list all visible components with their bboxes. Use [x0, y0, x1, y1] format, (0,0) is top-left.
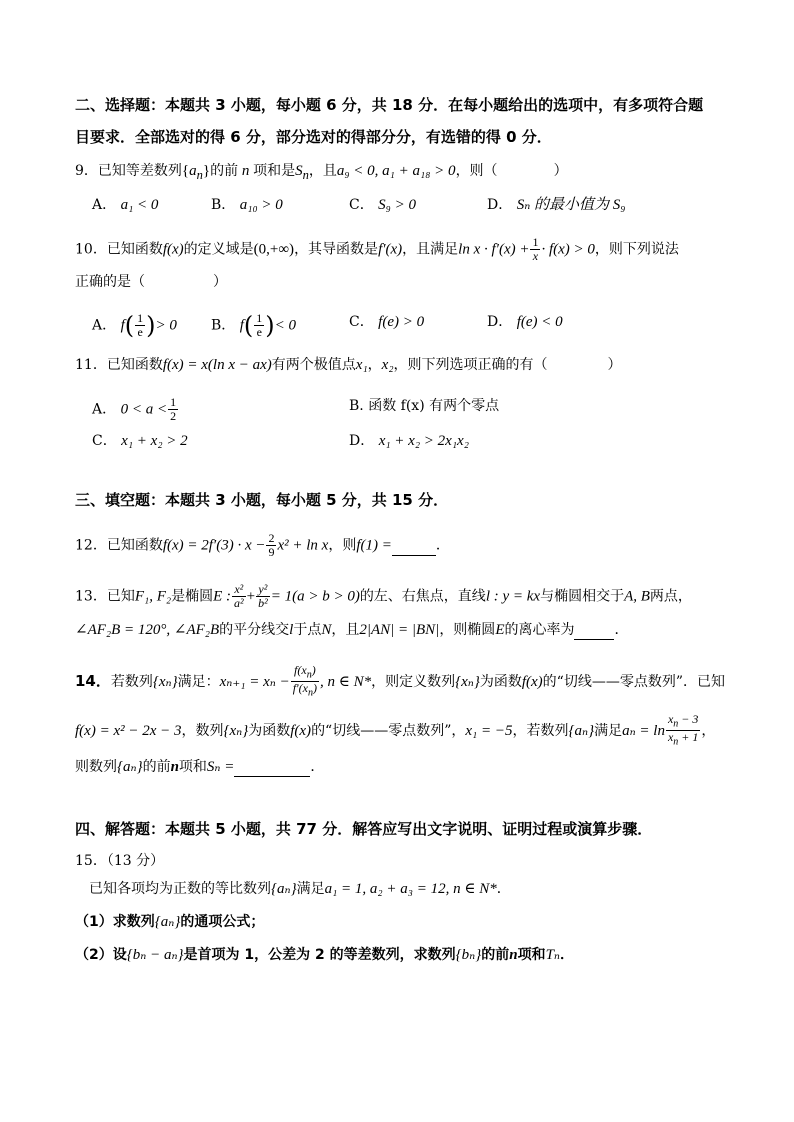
q11-option-a	[92, 396, 179, 423]
q10-line2: 正确的是（	[75, 274, 145, 290]
q10-fx: f(x)	[162, 241, 184, 258]
section2-title: 二、选择题：本题共 3 小题，每小题 6 分，共 18 分．在每小题给出的选项中，有多项符合题	[75, 96, 704, 114]
question-11	[75, 356, 622, 374]
q14-an-2: {aₙ}	[117, 759, 143, 775]
q9-seq: $\{a_n\}$	[181, 163, 211, 182]
q14-line2-c: 的“切线——零点数列”，	[311, 722, 466, 739]
option-label: A．	[92, 197, 117, 213]
q15-part2	[75, 946, 574, 964]
q10-domain: (0,+∞)	[253, 241, 295, 258]
option-fn: f	[239, 317, 244, 334]
option-frac: $\frac{1}{2}$	[170, 395, 177, 423]
option-label: D．	[349, 433, 375, 449]
option-label: A．	[92, 317, 117, 334]
q9-option-d	[487, 196, 625, 214]
option-text: x₁ + x₂ > 2x₁x₂	[378, 433, 469, 449]
q15-p2-b: 是首项为 1，公差为 2 的等差数列，求数列	[183, 947, 456, 963]
q13-prefix: 13．已知	[75, 588, 135, 605]
option-text: > 0	[155, 317, 177, 334]
option-paren: )	[265, 311, 275, 340]
q15-an-2: {aₙ}	[154, 914, 181, 930]
q14-seq-3: {xₙ}	[223, 722, 249, 739]
q10-mid2: ，其导函数是	[294, 241, 379, 258]
q9-sn: $S_n$	[295, 163, 309, 182]
q10-mid3: ，且满足	[402, 241, 459, 258]
q14-func: f(x) = x² − 2x − 3	[75, 722, 182, 739]
q13-mid4: 两点，	[649, 588, 692, 605]
q10-cond-left: ln x · f′(x) +	[458, 241, 530, 258]
option-label: C．	[92, 433, 117, 449]
q14-mid2: ，则定义数列	[371, 673, 456, 690]
q14-n: n	[170, 759, 179, 775]
q9-n: n	[238, 163, 254, 179]
option-text: x₁ + x₂ > 2	[121, 433, 188, 449]
q14-mid1: 满足：	[177, 673, 220, 690]
q10-option-c	[349, 313, 424, 331]
option-paren: (	[243, 311, 254, 340]
q15-p2-a: （2）设	[75, 947, 127, 963]
q15-p2-e: ．	[559, 947, 574, 963]
q12-answer-blank[interactable]	[392, 537, 436, 556]
q11-x2: x₂	[381, 357, 394, 373]
q14-seq-2: {xₙ}	[455, 673, 480, 690]
option-frac: $\frac{1}{e}$	[256, 311, 263, 339]
q15-stem-a: 已知各项均为正数的等比数列	[89, 881, 271, 897]
question-14	[75, 664, 725, 700]
option-text: Sₙ 的最小值为 S₉	[516, 197, 626, 213]
q9-mid4: ，则（	[455, 163, 498, 179]
q14-mid4: 的“切线——零点数列”．已知	[542, 673, 725, 690]
q11-close: ）	[607, 357, 622, 373]
q14-prefix: 14．	[75, 671, 111, 690]
option-label: D．	[487, 197, 513, 213]
q10-fpx: f′(x)	[378, 241, 403, 258]
q10-option-d	[487, 313, 563, 331]
q14-line2-e: 满足	[594, 722, 623, 739]
q14-rec-left: xₙ₊₁ = xₙ −	[219, 673, 290, 690]
q13-E: E	[495, 622, 505, 638]
option-frac: $\frac{1}{e}$	[137, 311, 144, 339]
option-text: 0 < a <	[120, 401, 168, 418]
q14-answer-blank[interactable]	[234, 758, 310, 777]
option-text: f(e) > 0	[378, 314, 425, 330]
option-text: a₁₀ > 0	[239, 197, 283, 213]
q15-tn: Tₙ	[545, 947, 560, 963]
option-text: S₉ > 0	[378, 197, 417, 213]
q14-line2-a: ，数列	[181, 722, 224, 739]
option-paren: )	[146, 311, 156, 340]
q13-pts: A, B	[624, 588, 650, 605]
option-label: B.	[349, 398, 364, 414]
q15-head: 15．（13 分）	[75, 853, 165, 869]
q10-mid4: ，则下列说法	[594, 241, 679, 258]
q13-ellipse-name: E :	[213, 588, 232, 605]
option-label: B．	[211, 317, 236, 334]
q14-line2-d: ，若数列	[512, 722, 569, 739]
q15-p2-d: 项和	[517, 947, 546, 963]
option-fn: f	[120, 317, 125, 334]
q9-mid3: ，且	[308, 163, 337, 179]
q11-option-d	[349, 432, 469, 450]
q14-an-frac: $\frac{x_n - 3}{x_n + 1}$	[667, 712, 699, 748]
option-text: < 0	[274, 317, 297, 334]
q12-func-right: x² + ln x	[277, 537, 329, 554]
q11-mid2: ，则下列选项正确的有（	[393, 357, 548, 373]
q14-seq: {xₙ}	[152, 673, 178, 690]
q15-an: {aₙ}	[271, 881, 297, 897]
q13-mid3: 与椭圆相交于	[540, 588, 625, 605]
q10-mid1: 的定义域是	[183, 241, 254, 258]
q10-option-a	[92, 312, 177, 339]
q12-func-left: f(x) = 2f′(3) · x −	[162, 537, 266, 554]
q15-stem	[89, 880, 511, 898]
q14-rec-frac: $\frac{f(x_n)}{f'(x_n)}$	[292, 663, 317, 699]
q10-close: ）	[213, 274, 227, 290]
q14-end: ．	[310, 759, 325, 775]
q9-prefix: 9．已知等差数列	[75, 163, 182, 179]
q10-cond-frac: $\frac{1}{x}$	[532, 235, 539, 263]
q11-func: f(x) = x(ln x − ax)	[162, 357, 272, 373]
question-9	[75, 162, 568, 184]
q13-line: l : y = kx	[485, 588, 541, 605]
q13-ellipse-rest: = 1(a > b > 0)	[270, 588, 360, 605]
question-12	[75, 532, 450, 559]
option-label: C．	[349, 314, 374, 330]
q11-sep: ，	[367, 357, 382, 373]
q15-stem-c: ．	[496, 881, 511, 897]
q13-mid1: 是椭圆	[171, 588, 214, 605]
question-10-line2	[75, 273, 227, 291]
q15-bn-an: {bₙ − aₙ}	[126, 947, 184, 963]
q9-option-c	[349, 196, 416, 214]
q14-rec-right: , n ∈ N*	[320, 673, 372, 690]
q9-mid2: 项和是	[253, 163, 296, 179]
q10-prefix: 10．已知函数	[75, 241, 163, 258]
q13-frac-y: $\frac{\text{y²}}{\text{b²}}$	[258, 582, 268, 610]
q9-cond: a₉ < 0, a₁ + a₁₈ > 0	[336, 163, 456, 179]
option-paren: (	[124, 311, 135, 340]
q11-x1: x₁	[355, 357, 368, 373]
q14-fx: f(x)	[521, 673, 543, 690]
section2-title-cont: 目要求．全部选对的得 6 分，部分选对的得部分分，有选错的得 0 分．	[75, 128, 552, 146]
question-13-line2	[75, 621, 628, 640]
q14-intro: 若数列	[110, 673, 153, 690]
q10-option-b	[211, 312, 296, 339]
q12-end: ．	[435, 537, 450, 554]
q14-sn: Sₙ =	[206, 759, 235, 775]
q14-line3-b: 的前	[142, 759, 171, 775]
q15-cond: a₁ = 1, a₂ + a₃ = 12, n ∈ N*	[324, 881, 497, 897]
q14-an-def: aₙ = ln	[622, 722, 665, 739]
q12-ask: f(1) =	[356, 537, 392, 554]
q14-mid3: 为函数	[479, 673, 522, 690]
q14-fx-2: f(x)	[290, 722, 312, 739]
q14-line2-b: 为函数	[248, 722, 291, 739]
q12-mid: ，则	[328, 537, 357, 554]
option-label: A．	[92, 401, 117, 418]
q13-mid2: 的左、右焦点，直线	[359, 588, 486, 605]
q14-line3-c: 项和	[178, 759, 207, 775]
section4-title: 四、解答题：本题共 5 小题，共 77 分．解答应写出文字说明、证明过程或演算步骤．	[75, 820, 653, 838]
option-text: a₁ < 0	[120, 197, 159, 213]
question-14-line3	[75, 758, 324, 777]
q9-mid1: 的前	[210, 163, 239, 179]
q9-close: ）	[553, 163, 568, 179]
option-label: B．	[211, 197, 236, 213]
q15-bn: {bₙ}	[455, 947, 482, 963]
q15-p2-c: 的前	[481, 947, 510, 963]
q14-line3-a: 则数列	[75, 759, 117, 775]
q9-option-a	[92, 196, 158, 214]
q13-line2-f: 的离心率为	[504, 622, 575, 638]
option-label: D．	[487, 314, 513, 330]
q15-p1-b: 的通项公式；	[180, 914, 265, 930]
q15-p1-a: （1）求数列	[75, 914, 155, 930]
q15-part1	[75, 913, 264, 931]
question-10	[75, 236, 679, 263]
q13-frac-x: $\frac{\text{x²}}{\text{a²}}$	[234, 582, 244, 610]
q13-answer-blank[interactable]	[574, 621, 614, 640]
q10-cond-right: · f(x) > 0	[541, 241, 595, 258]
q12-frac: $\frac{2}{9}$	[268, 531, 275, 559]
q11-option-c	[92, 432, 188, 450]
q11-option-b	[349, 397, 499, 415]
q13-N: N	[321, 622, 332, 638]
q13-foci: F₁, F₂	[134, 588, 172, 605]
q11-mid1: 有两个极值点	[271, 357, 356, 373]
q13-line2-b: 的平分线交	[219, 622, 290, 638]
q9-option-b	[211, 196, 283, 214]
q13-end: ．	[614, 622, 629, 638]
q14-x1: x₁ = −5	[465, 722, 513, 739]
q15-stem-b: 满足	[296, 881, 325, 897]
question-13: 13．已知F₁, F₂是椭圆E : $\frac{\text{x²}}{\text{a²}}$ + $\frac{\text{y²}}{\text{b²}}$ = 1(a > b > 0)的左、右焦点，直线l : y = kx与椭圆相交于A, B两点，	[75, 582, 692, 610]
section3-title: 三、填空题：本题共 3 小题，每小题 5 分，共 15 分．	[75, 491, 449, 509]
q13-l: l	[289, 622, 294, 638]
q13-line2-e: ，则椭圆	[439, 622, 496, 638]
option-label: C．	[349, 197, 374, 213]
q13-line2-c: 于点	[293, 622, 322, 638]
q14-an: {aₙ}	[568, 722, 595, 739]
question-14-line2: f(x) = x² − 2x − 3，数列{xₙ}为函数f(x)的“切线——零点数列”，x₁ = −5，若数列{aₙ}满足aₙ = ln $\frac{x_n - 3}{x_n + 1}$ ，	[75, 712, 716, 748]
option-text: f(e) < 0	[516, 314, 563, 330]
q15-n: n	[509, 947, 518, 963]
option-text: 函数 f(x) 有两个零点	[368, 398, 500, 414]
q13-line2-d: ，且	[331, 622, 360, 638]
q11-prefix: 11．已知函数	[75, 357, 163, 373]
q13-angle: ∠AF₂B = 120°, ∠AF₂B	[75, 622, 220, 638]
q12-prefix: 12．已知函数	[75, 537, 163, 554]
q13-rel: 2|AN| = |BN|	[359, 622, 440, 638]
